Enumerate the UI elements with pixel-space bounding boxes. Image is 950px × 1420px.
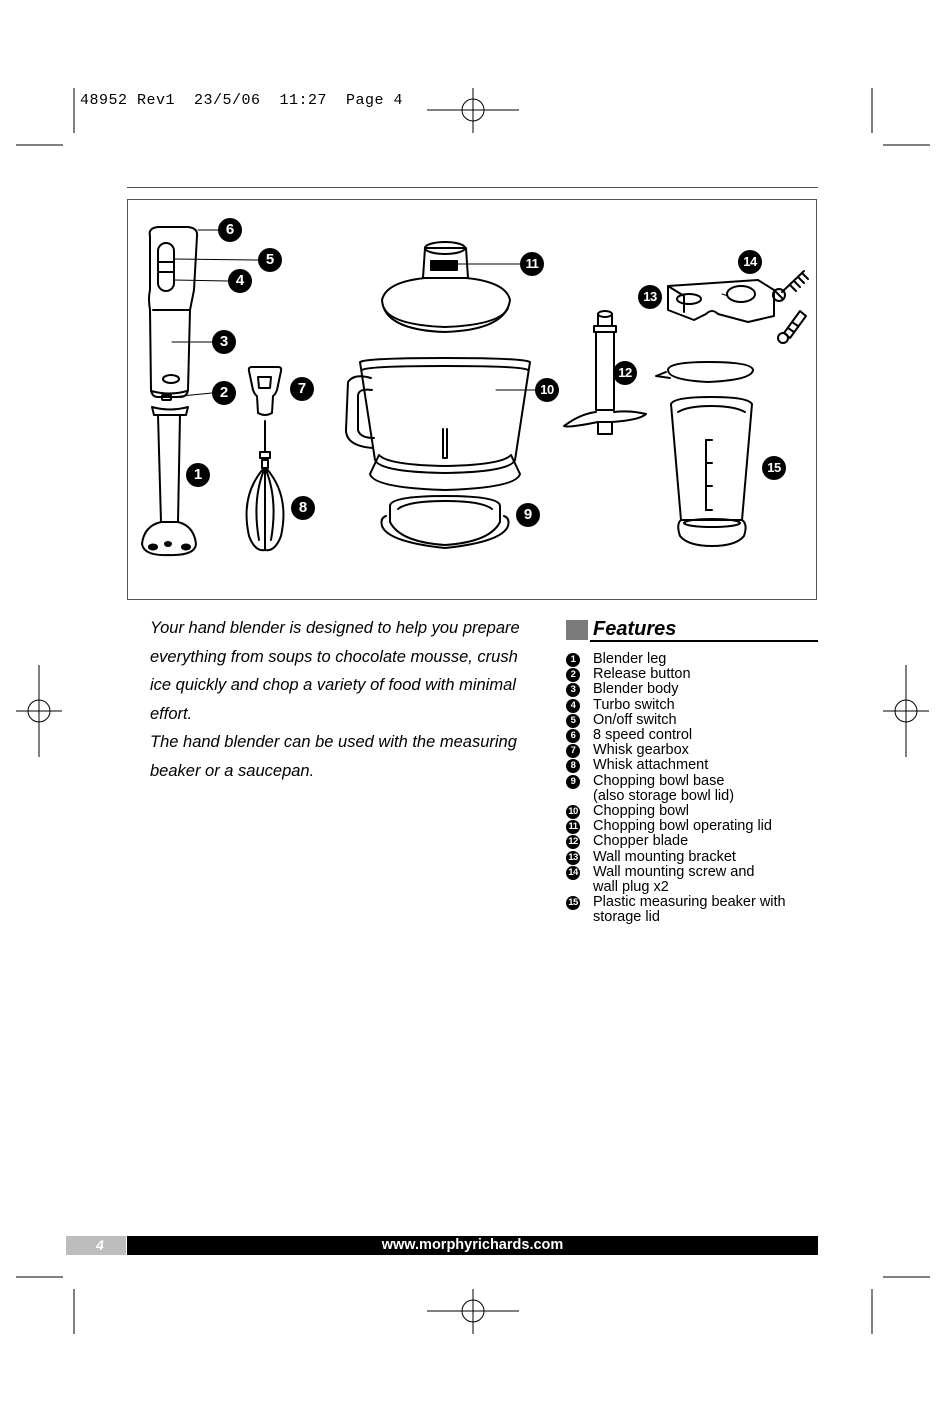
callout-15: 15 <box>762 456 786 480</box>
callout-10: 10 <box>535 378 559 402</box>
feature-label: Blender leg <box>593 651 667 667</box>
feature-item <box>566 758 826 773</box>
callout-11: 11 <box>520 252 544 276</box>
feature-item <box>566 713 826 728</box>
callout-5: 5 <box>258 248 282 272</box>
feature-number: 8 <box>566 759 580 773</box>
feature-label: Whisk gearbox <box>593 742 689 759</box>
feature-label: Wall mounting bracket <box>593 848 736 865</box>
feature-item <box>566 743 826 758</box>
heading-underline <box>590 640 818 642</box>
callout-13: 13 <box>638 285 662 309</box>
feature-label: Chopping bowl <box>593 803 689 820</box>
whisk-attachment-icon <box>247 421 284 550</box>
footer-page-tab <box>66 1236 126 1255</box>
measuring-beaker-icon <box>671 397 752 546</box>
product-illustration <box>127 199 817 600</box>
feature-item <box>566 895 826 925</box>
feature-number: 3 <box>566 683 580 697</box>
feature-item <box>566 834 826 849</box>
feature-item <box>566 819 826 834</box>
callout-12: 12 <box>613 361 637 385</box>
page-number: 4 <box>96 1237 104 1253</box>
feature-number: 7 <box>566 744 580 758</box>
feature-number: 4 <box>566 699 580 713</box>
feature-number: 12 <box>566 835 580 849</box>
callout-leaders <box>171 230 728 397</box>
feature-sublabel: wall plug x2 <box>593 879 669 896</box>
callout-6: 6 <box>218 218 242 242</box>
features-title: Features <box>593 618 677 640</box>
wall-bracket-icon <box>668 280 774 322</box>
feature-label: Plastic measuring beaker with <box>593 894 786 911</box>
callout-3: 3 <box>212 330 236 354</box>
heading-marker <box>566 620 588 640</box>
feature-number: 15 <box>566 896 580 910</box>
feature-number: 9 <box>566 775 580 789</box>
feature-number: 2 <box>566 668 580 682</box>
callout-2: 2 <box>212 381 236 405</box>
callout-14: 14 <box>738 250 762 274</box>
callout-1: 1 <box>186 463 210 487</box>
beaker-lid-icon <box>656 362 753 382</box>
chopping-bowl-base-icon <box>382 496 509 548</box>
feature-label: 8 speed control <box>593 727 693 744</box>
footer-bar <box>127 1236 818 1255</box>
feature-label: Blender body <box>593 681 679 698</box>
feature-item <box>566 652 826 667</box>
feature-item <box>566 682 826 697</box>
feature-number: 5 <box>566 714 580 728</box>
feature-label: Release button <box>593 666 691 683</box>
hand-blender-icon <box>142 227 197 555</box>
feature-number: 10 <box>566 805 580 819</box>
feature-label: Chopper blade <box>593 833 689 850</box>
intro-paragraph-2: The hand blender can be used with the measuring beaker or a saucepan. <box>150 733 517 780</box>
feature-item <box>566 698 826 713</box>
feature-number: 14 <box>566 866 580 880</box>
top-rule <box>127 187 818 188</box>
whisk-gearbox-icon <box>249 367 281 415</box>
feature-label: Chopping bowl base <box>593 772 725 789</box>
feature-number: 13 <box>566 851 580 865</box>
feature-label: On/off switch <box>593 711 677 728</box>
callout-8: 8 <box>291 496 315 520</box>
intro-paragraph-1: Your hand blender is designed to help you prepare everything from soups to chocolate mousse, crush ice quickly and chop a variety of food with minimal effort. <box>150 619 520 723</box>
feature-number: 11 <box>566 820 580 834</box>
features-list <box>566 652 826 926</box>
chopping-bowl-lid-icon <box>382 242 510 332</box>
chopping-bowl-icon <box>346 358 530 490</box>
feature-item <box>566 667 826 682</box>
feature-sublabel: (also storage bowl lid) <box>593 787 735 804</box>
callout-7: 7 <box>290 377 314 401</box>
feature-label: Whisk attachment <box>593 757 709 774</box>
website-url: www.morphyrichards.com <box>381 1237 564 1253</box>
intro-text <box>150 614 540 785</box>
feature-item <box>566 865 826 895</box>
feature-number: 6 <box>566 729 580 743</box>
callout-9: 9 <box>516 503 540 527</box>
print-slug: 48952 Rev1 23/5/06 11:27 Page 4 <box>80 92 404 109</box>
feature-label: Turbo switch <box>593 696 675 713</box>
feature-number: 1 <box>566 653 580 667</box>
feature-label: Chopping bowl operating lid <box>593 818 772 835</box>
feature-item <box>566 850 826 865</box>
features-heading <box>566 618 818 642</box>
feature-item <box>566 774 826 804</box>
screw-and-plug-icon <box>773 271 808 343</box>
feature-sublabel: storage lid <box>593 909 660 926</box>
feature-item <box>566 804 826 819</box>
callout-4: 4 <box>228 269 252 293</box>
feature-label: Wall mounting screw and <box>593 863 755 880</box>
feature-item <box>566 728 826 743</box>
